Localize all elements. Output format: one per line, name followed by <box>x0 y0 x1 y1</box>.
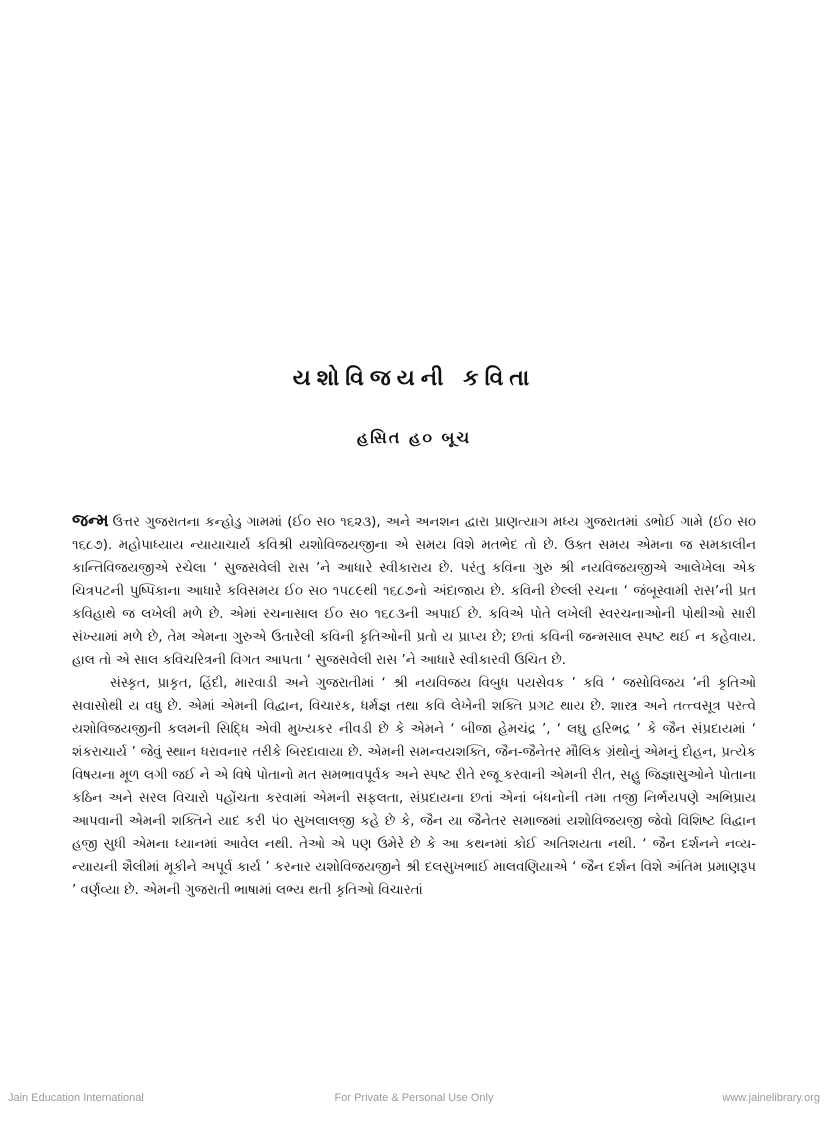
lead-word: જન્મ <box>72 511 109 531</box>
paragraph <box>72 672 756 902</box>
page-footer <box>8 1092 820 1112</box>
page-title: યશોવિજયની કવિતા <box>292 366 536 391</box>
paragraph <box>72 510 756 672</box>
article-body <box>72 510 756 902</box>
paragraph-text: સંસ્કૃત, પ્રાકૃત, હિંદી, મારવાડી અને ગુજરાતીમાં ‘ શ્રી નયવિજય વિબુધ પયસેવક ’ કવિ ‘ જસોવિજય ’ની કૃતિઓ સવાસોથી ય વધુ છે. એમાં એમની વિદ્વાન, વિચારક, ધર્મજ્ઞ તથા કવિ લેખેની શક્તિ પ્રગટ થાય છે. શાસ્ત્ર અને તત્ત્વસૂત્ર પરત્વે યશોવિજયજીની કલમની સિદ્ધિ એવી મુખ્યકર નીવડી છે કે એમને ‘ બીજા હેમચંદ્ર ’, ‘ લઘુ હરિભદ્ર ’ કે જૈન સંપ્રદાયમાં ‘ શંકરાચાર્ય ’ જેવું સ્થાન ધરાવનાર તરીકે બિરદાવાયા છે. એમની સમન્વયશક્તિ, જૈન-જૈનેતર મૌલિક ગ્રંથોનું એમનું દોહન, પ્રત્યેક વિષયના મૂળ લગી જઈ ને એ વિષે પોતાનો મત સમભાવપૂર્વક અને સ્પષ્ટ રીતે રજૂ કરવાની એમની રીત, સહુ જિજ્ઞાસુઓને પોતાના કઠિન અને સરલ વિચારો પહોંચતા કરવામાં એમની સફલતા, સંપ્રદાયના છતાં એનાં બંધનોની તમા તજી નિર્ભયપણે અભિપ્રાય આપવાની એમની શક્તિને યાદ કરી પં૦ સુખલાલજી કહે છે કે, જૈન યા જૈનેતર સમાજમાં યશોવિજયજી જેવો વિશિષ્ટ વિદ્વાન હજી સુધી એમના ધ્યાનમાં આવેલ નથી. તેઓ એ પણ ઉમેરે છે કે આ કથનમાં કોઈ અતિશયતા નથી. ‘ જૈન દર્શનને નવ્ય-ન્યાયની શૈલીમાં મૂકીને અપૂર્વ કાર્ય ’ કરનાર યશોવિજયજીને શ્રી દલસુખભાઈ માલવણિયાએ ‘ જૈન દર્શન વિશે અંતિમ પ્રમાણરૂપ ’ વર્ણવ્યા છે. એમની ગુજરાતી ભાષામાં લભ્ય થતી કૃતિઓ વિચારતાં <box>72 676 756 898</box>
footer-website-link[interactable]: www.jainelibrary.org <box>722 1092 820 1104</box>
footer-usage-note: For Private & Personal Use Only <box>334 1092 494 1104</box>
paragraph-text: ઉત્તર ગુજરાતના કન્હોડુ ગામમાં (ઈ૦ સ૦ ૧૬૨૩), અને અનશન દ્વારા પ્રાણત્યાગ મધ્ય ગુજરાતમાં ડભોઈ ગામે (ઈ૦ સ૦ ૧૬૮૭). મહોપાધ્યાય ન્યાયાચાર્ય કવિશ્રી યશોવિજયજીના એ સમય વિશે મતભેદ તો છે. ઉક્ત સમય એમના જ સમકાલીન કાન્તિવિજયજીએ રચેલા ‘ સુજસવેલી રાસ ’ને આધારે સ્વીકારાય છે. પરંતુ કવિના ગુરુ શ્રી નયવિજયજીએ આલેખેલા એક ચિત્રપટની પુષ્પિકાના આધારે કવિસમય ઈ૦ સ૦ ૧૫૮૯થી ૧૬૮૭નો અંદાજાય છે. કવિની છેલ્લી રચના ‘ જંબૂસ્વામી રાસ’ની પ્રત કવિહાથે જ લખેલી મળે છે. એમાં રચનાસાલ ઈ૦ સ૦ ૧૬૮૩ની અપાઈ છે. કવિએ પોતે લખેલી સ્વરચનાઓની પોથીઓ સારી સંખ્યામાં મળે છે, તેમ એમના ગુરુએ ઉતારેલી કવિની કૃતિઓની પ્રતો ય પ્રાપ્ય છે; છતાં કવિની જન્મસાલ સ્પષ્ટ થઈ ન કહેવાય. હાલ તો એ સાલ કવિચરિત્રની વિગત આપતા ‘ સુજસવેલી રાસ ’ને આધારે સ્વીકારવી ઉચિત છે. <box>72 515 756 668</box>
footer-publisher: Jain Education International <box>8 1092 144 1104</box>
author-name: હસિત હ૦ બૂચ <box>356 428 472 447</box>
